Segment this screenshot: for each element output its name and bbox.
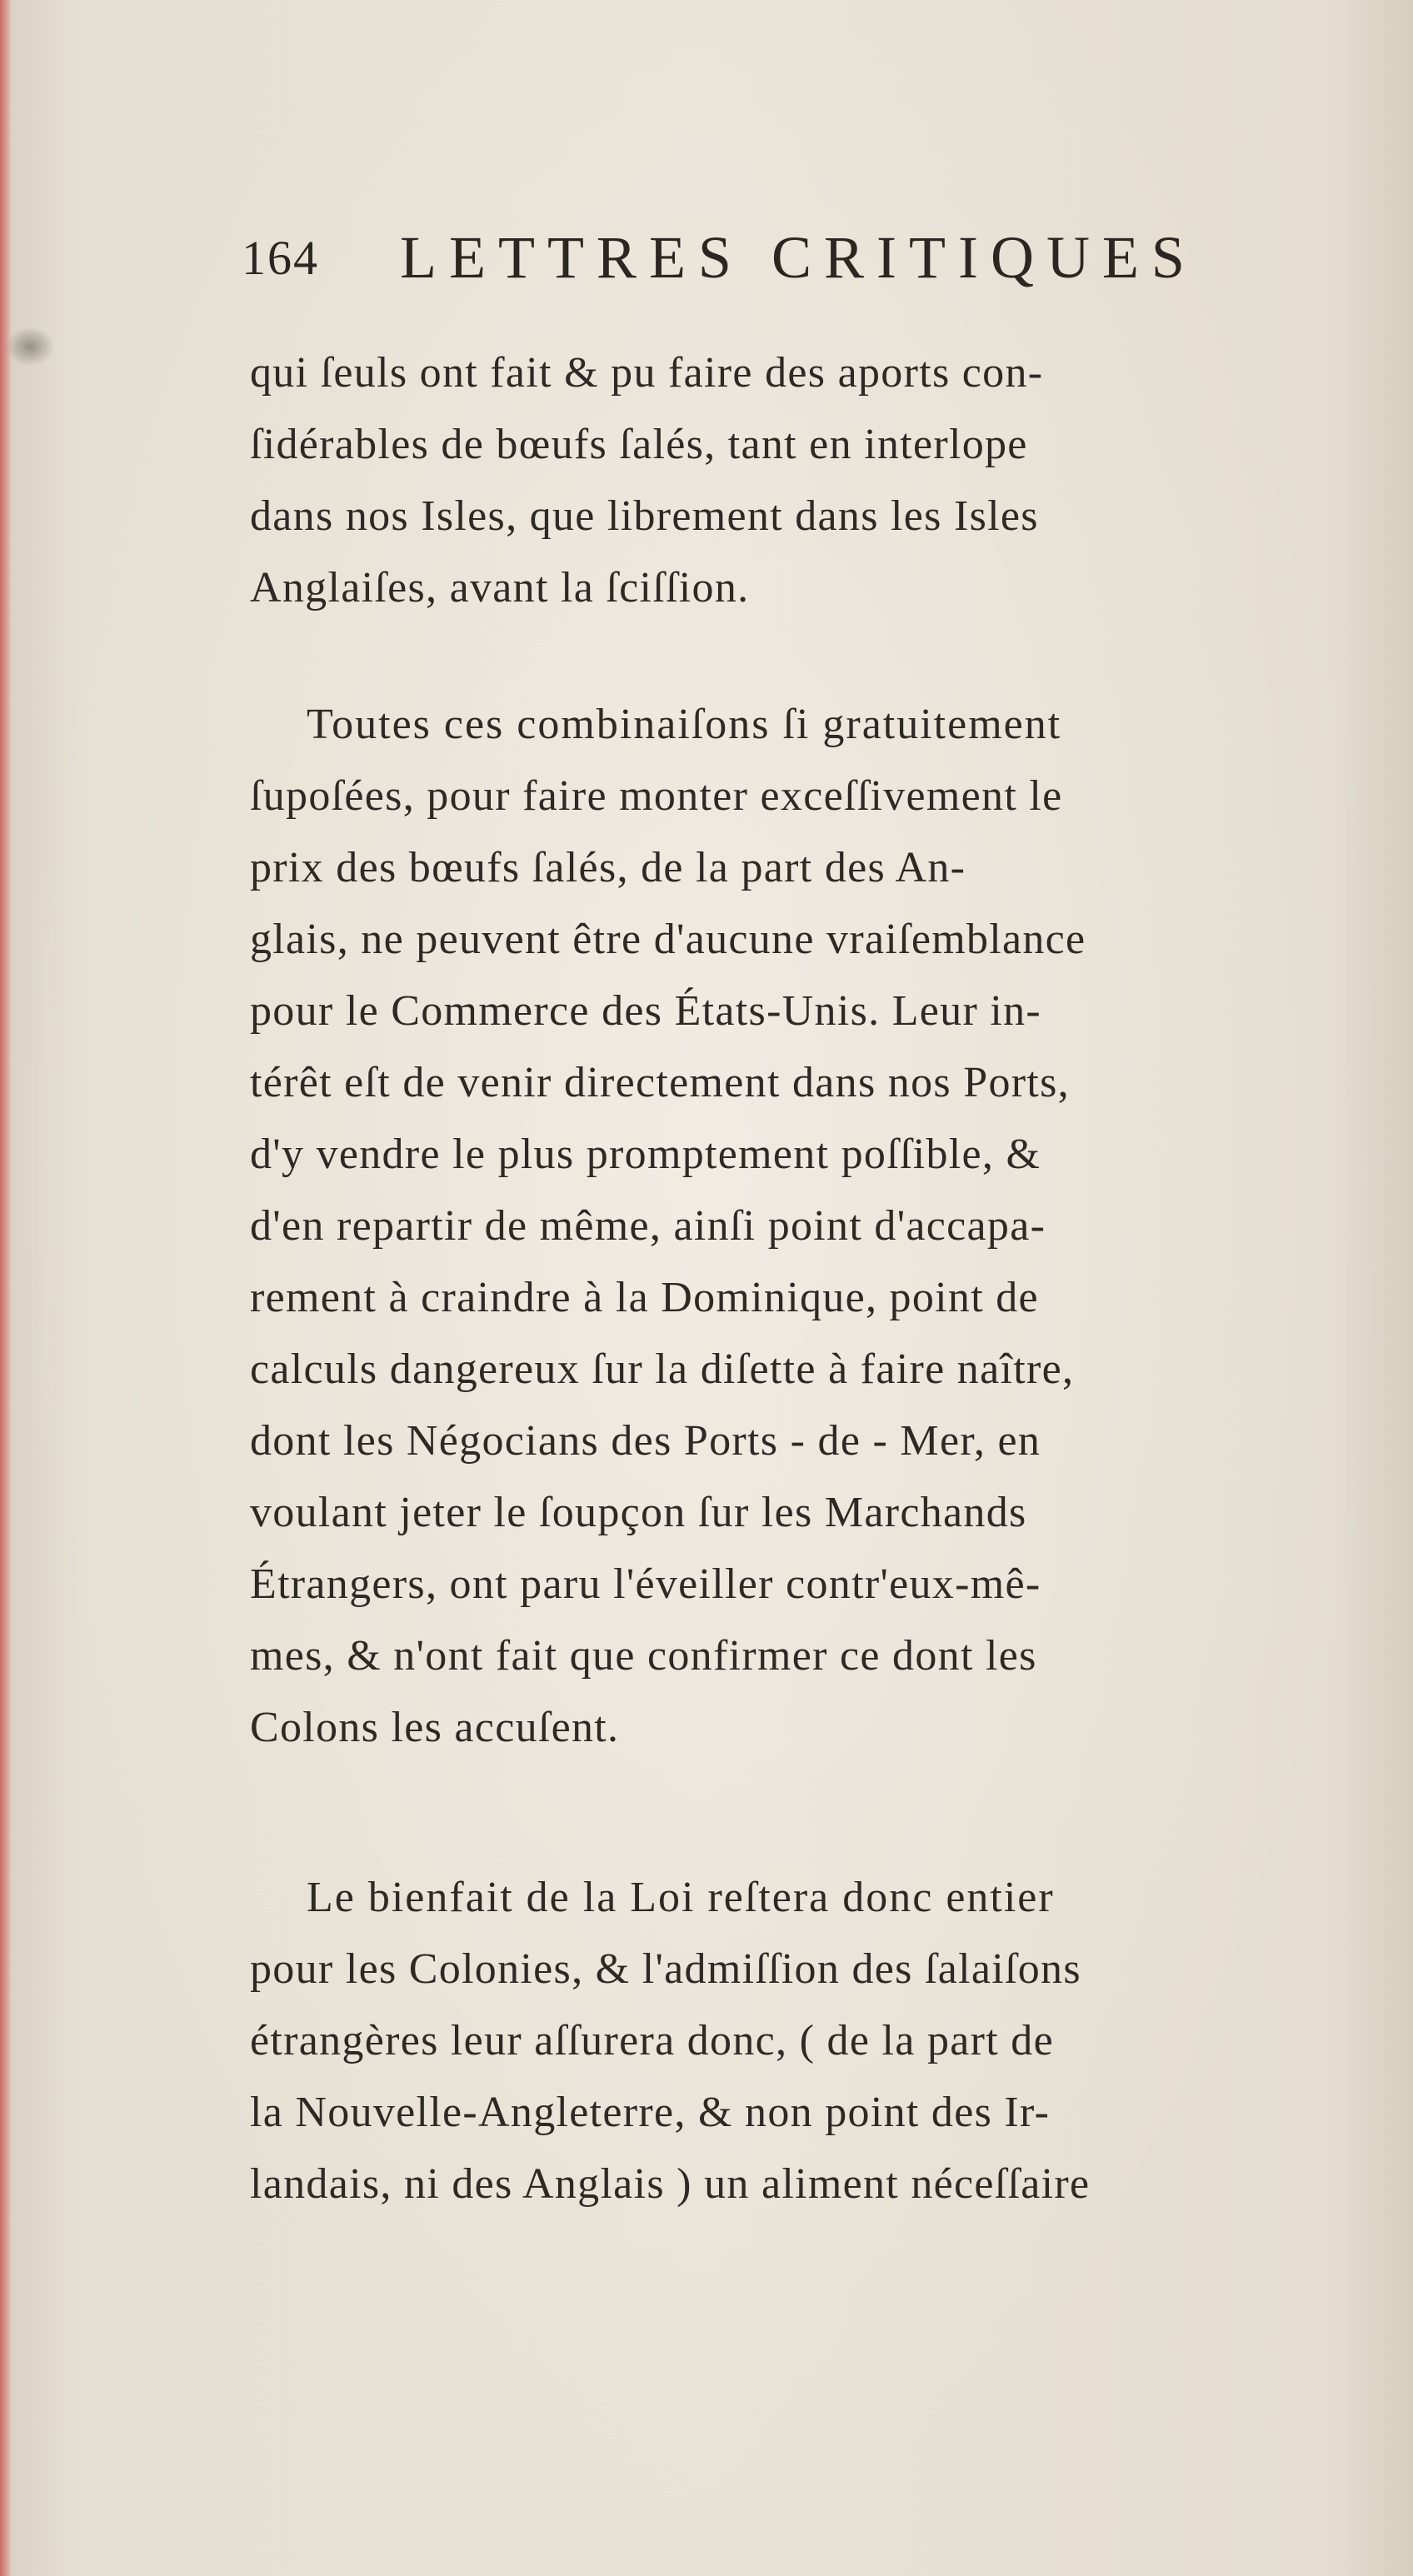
body-text: [250, 337, 1333, 2220]
text-line: térêt eſt de venir directement dans nos Ports,: [250, 1059, 1070, 1106]
paragraph-2-body: [250, 761, 1333, 1764]
text-line: ſidérables de bœufs ſalés, tant en interlope: [250, 421, 1028, 468]
text-line: mes, & n'ont fait que confirmer ce dont les: [250, 1632, 1037, 1680]
text-line: dont les Négocians des Ports - de - Mer, en: [250, 1417, 1041, 1465]
paragraph-spacer: [250, 1764, 1333, 1862]
paragraph-1: [250, 337, 1333, 624]
text-line: landais, ni des Anglais ) un aliment néceſſaire: [250, 2160, 1091, 2208]
text-line: pour les Colonies, & l'admiſſion des ſalaiſons: [250, 1945, 1081, 1993]
text-line: d'y vendre le plus promptement poſſible, &: [250, 1131, 1041, 1178]
text-line: étrangères leur aſſurera donc, ( de la part de: [250, 2017, 1054, 2064]
paragraph-2: [250, 689, 1333, 761]
running-head: [242, 223, 1258, 298]
paragraph-3-body: [250, 1934, 1333, 2220]
text-line: d'en repartir de même, ainſi point d'accapa-: [250, 1202, 1046, 1250]
page-edge-binding: [0, 0, 12, 2576]
text-line: glais, ne peuvent être d'aucune vraiſemblance: [250, 916, 1086, 963]
text-line: calculs dangereux ſur la diſette à faire naître,: [250, 1345, 1075, 1393]
text-line: Étrangers, ont paru l'éveiller contr'eux-mê-: [250, 1560, 1041, 1608]
page-number: 164: [242, 231, 319, 285]
paragraph-3: [250, 1862, 1333, 1934]
text-line: Colons les accuſent.: [250, 1704, 620, 1751]
text-line: ſupoſées, pour faire monter exceſſivement le: [250, 772, 1063, 820]
paragraph-spacer: [250, 624, 1333, 689]
ink-smudge: [5, 327, 55, 367]
text-line: pour le Commerce des États-Unis. Leur in-: [250, 987, 1042, 1035]
text-line: Toutes ces combinaiſons ſi gratuitement: [307, 701, 1062, 748]
text-line: Le bienfait de la Loi reſtera donc entier: [307, 1874, 1055, 1921]
text-line: qui ſeuls ont fait & pu faire des aports con-: [250, 349, 1044, 397]
text-line: la Nouvelle-Angleterre, & non point des Ir-: [250, 2089, 1051, 2136]
text-line: rement à craindre à la Dominique, point de: [250, 1274, 1039, 1321]
text-line: dans nos Isles, que librement dans les Isles: [250, 492, 1039, 540]
running-title: LETTRES CRITIQUES: [400, 224, 1197, 291]
text-line: Anglaiſes, avant la ſciſſion.: [250, 564, 750, 612]
text-line: prix des bœufs ſalés, de la part des An-: [250, 844, 966, 891]
text-line: voulant jeter le ſoupçon ſur les Marchands: [250, 1489, 1027, 1536]
